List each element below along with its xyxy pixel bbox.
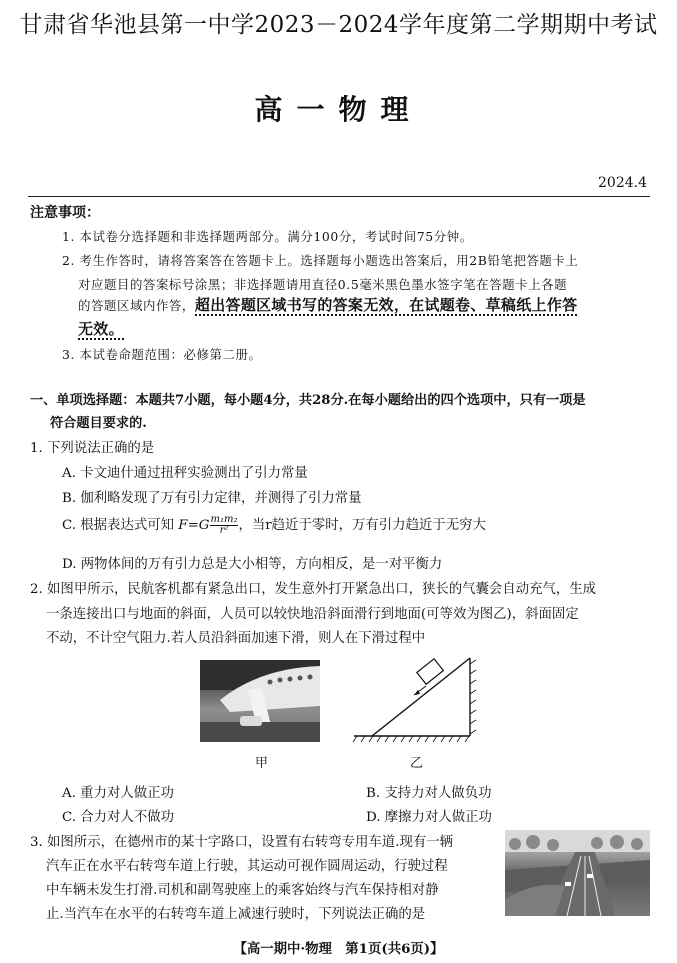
q2-line-1: 2. 如图甲所示，民航客机都有紧急出口，发生意外打开紧急出口，狭长的气囊会自动充气，生成 bbox=[30, 582, 597, 597]
q1-option-b: B. 伽利略发现了万有引力定律，并测得了引力常量 bbox=[62, 491, 362, 506]
caption-yi: 乙 bbox=[410, 756, 424, 771]
q3-line-2: 汽车正在水平右转弯车道上行驶，其运动可视作圆周运动，行驶过程 bbox=[46, 859, 448, 874]
exam-title: 甘肃省华池县第一中学2023－2024学年度第二学期期中考试 bbox=[19, 12, 658, 38]
page-footer: 【高一期中·物理 第1页(共6页)】 bbox=[233, 941, 444, 957]
notice-heading: 注意事项： bbox=[30, 205, 100, 221]
section-heading-cont: 符合题目要求的. bbox=[50, 416, 147, 431]
notice-bold-end-text: 无效。 bbox=[78, 320, 124, 338]
q2-option-b: B. 支持力对人做负功 bbox=[366, 786, 492, 801]
q2-option-d: D. 摩擦力对人做正功 bbox=[366, 810, 492, 825]
intersection-photo bbox=[505, 830, 650, 916]
incline-diagram bbox=[352, 650, 487, 749]
q1-c-fraction bbox=[210, 515, 239, 536]
q3-line-4: 止.当汽车在水平的右转弯车道上减速行驶时，下列说法正确的是 bbox=[46, 907, 426, 922]
exam-date: 2024.4 bbox=[598, 175, 647, 191]
notice-bold-warning: 超出答题区域书写的答案无效，在试题卷、草稿纸上作答 bbox=[194, 296, 578, 314]
notice-line-2: 2. 考生作答时，请将答案答在答题卡上。选择题每小题选出答案后，用2B铅笔把答题卡上 bbox=[62, 253, 579, 268]
q1-option-d: D. 两物体间的万有引力总是大小相等，方向相反，是一对平衡力 bbox=[62, 557, 443, 572]
q1-c-denominator: r² bbox=[219, 525, 229, 536]
q1-option-a: A. 卡文迪什通过扭秤实验测出了引力常量 bbox=[62, 466, 308, 481]
q2-option-c: C. 合力对人不做功 bbox=[62, 810, 175, 825]
airplane-evacuation-photo bbox=[200, 660, 320, 742]
subject-title: 高一物理 bbox=[254, 93, 423, 126]
notice-line-4 bbox=[78, 294, 577, 315]
notice-line-1: 1. 本试卷分选择题和非选择题两部分。满分100分，考试时间75分钟。 bbox=[62, 229, 473, 244]
q1-option-c bbox=[62, 514, 486, 536]
notice-line-4-plain: 的答题区域内作答， bbox=[78, 298, 195, 313]
q3-line-1: 3. 如图所示，在德州市的某十字路口，设置有右转弯专用车道.现有一辆 bbox=[30, 835, 454, 850]
q1-stem: 1. 下列说法正确的是 bbox=[30, 441, 155, 456]
section-heading: 一、单项选择题：本题共7小题，每小题4分，共28分.在每小题给出的四个选项中，只有一项是 bbox=[30, 393, 586, 408]
q2-line-3: 不动，不计空气阻力.若人员沿斜面加速下滑，则人在下滑过程中 bbox=[46, 631, 426, 646]
notice-bold-end bbox=[78, 318, 124, 339]
q2-option-a: A. 重力对人做正功 bbox=[62, 786, 174, 801]
q2-line-2: 一条连接出口与地面的斜面，人员可以较快地沿斜面滑行到地面(可等效为图乙)，斜面固定 bbox=[46, 607, 579, 622]
header-divider bbox=[28, 196, 650, 197]
notice-line-3: 对应题目的答案标号涂黑；非选择题请用直径0.5毫米黑色墨水签字笔在答题卡上各题 bbox=[78, 277, 568, 292]
q1-c-suffix: ，当r趋近于零时，万有引力趋近于无穷大 bbox=[238, 518, 486, 533]
notice-line-5: 3. 本试卷命题范围：必修第二册。 bbox=[62, 347, 262, 362]
caption-jia: 甲 bbox=[255, 756, 269, 771]
q1-c-formula: F=G bbox=[178, 518, 210, 533]
q1-c-prefix: C. 根据表达式可知 bbox=[62, 518, 175, 533]
q3-line-3: 中车辆未发生打滑.司机和副驾驶座上的乘客始终与汽车保持相对静 bbox=[46, 883, 439, 898]
q1-c-numerator: m₁m₂ bbox=[210, 514, 238, 525]
